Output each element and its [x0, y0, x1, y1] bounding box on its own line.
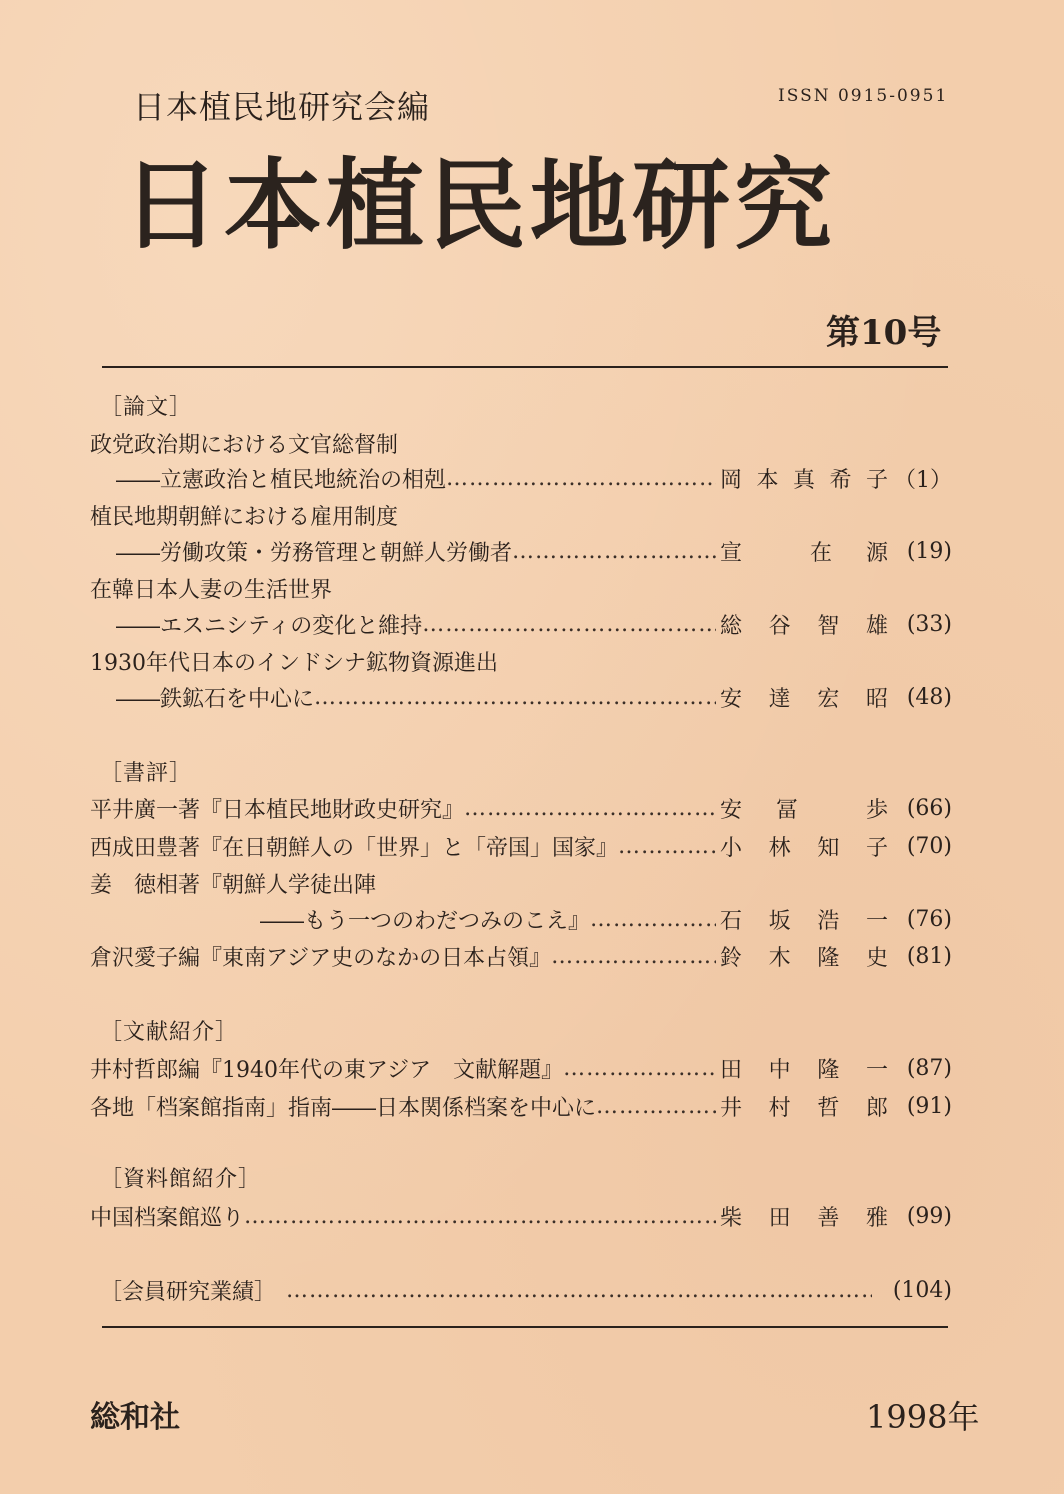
publication-year: 1998年 — [866, 1398, 980, 1436]
leader-dots — [596, 1094, 716, 1119]
literature-title: 各地「档案館指南」指南――日本関係档案を中心に — [90, 1095, 597, 1121]
author-name: 井 村 哲 郎 — [720, 1095, 888, 1121]
archive-title: 中国档案館巡り — [90, 1205, 245, 1231]
page-number: (99) — [906, 1203, 952, 1229]
article-entry — [90, 535, 952, 567]
section-heading-literature: ［文献紹介］ — [100, 1020, 239, 1045]
author-name: 安 達 宏 昭 — [720, 686, 888, 712]
leader-dots — [563, 1056, 716, 1081]
journal-title: 日本植民地研究 — [122, 148, 837, 263]
leader-dots — [314, 685, 716, 710]
page-number: (48) — [906, 684, 952, 710]
article-entry — [90, 608, 952, 640]
article-entry — [90, 681, 952, 713]
review-title: 姜 徳相著『朝鮮人学徒出陣 — [90, 873, 377, 898]
article-title: 植民地期朝鮮における雇用制度 — [90, 505, 399, 530]
issue-number: 第10号 — [826, 313, 942, 353]
leader-dots — [512, 539, 716, 564]
leader-dots — [618, 834, 716, 859]
article-subtitle: ――立憲政治と植民地統治の相剋 — [116, 467, 447, 493]
page-number: (81) — [906, 943, 952, 969]
editor-credit: 日本植民地研究会編 — [133, 88, 431, 126]
leader-dots — [464, 796, 716, 821]
section-heading-articles: ［論文］ — [100, 395, 193, 420]
review-entry — [90, 940, 952, 972]
author-name: 柴 田 善 雅 — [720, 1205, 888, 1231]
author-name: 総 谷 智 雄 — [720, 613, 888, 639]
leader-dots — [286, 1278, 872, 1303]
review-title: 平井廣一著『日本植民地財政史研究』 — [90, 797, 465, 823]
page-number: (66) — [906, 795, 952, 821]
author-name: 宣 在 源 — [720, 540, 888, 566]
page-number: (76) — [906, 906, 952, 932]
page-number: (70) — [906, 833, 952, 859]
section-heading-members: ［会員研究業績］ — [100, 1279, 277, 1305]
article-title: 政党政治期における文官総督制 — [90, 433, 399, 458]
review-entry — [90, 830, 952, 862]
page-number: (87) — [906, 1055, 952, 1081]
literature-entry — [90, 1052, 952, 1084]
members-entry — [100, 1274, 952, 1306]
page-number: (33) — [906, 611, 952, 637]
author-name: 石 坂 浩 一 — [720, 908, 888, 934]
author-name: 安 冨 歩 — [720, 797, 888, 823]
bottom-divider — [102, 1326, 948, 1328]
publisher-name: 総和社 — [90, 1400, 180, 1435]
author-name: 田 中 隆 一 — [720, 1057, 888, 1083]
leader-dots — [422, 612, 716, 637]
review-entry — [90, 903, 952, 935]
review-title: 倉沢愛子編『東南アジア史のなかの日本占領』 — [90, 945, 552, 971]
leader-dots — [551, 944, 716, 969]
archive-entry — [90, 1200, 952, 1232]
review-title-continuation: ――もう一つのわだつみのこえ』 — [260, 908, 591, 934]
page-number: (104) — [892, 1277, 952, 1303]
leader-dots — [244, 1204, 716, 1229]
article-title: 1930年代日本のインドシナ鉱物資源進出 — [90, 651, 498, 676]
literature-entry — [90, 1090, 952, 1122]
article-subtitle: ――労働攻策・労務管理と朝鮮人労働者 — [116, 540, 513, 566]
author-name: 鈴 木 隆 史 — [720, 945, 888, 971]
author-name: 小 林 知 子 — [720, 835, 888, 861]
top-divider — [102, 366, 948, 368]
review-entry — [90, 792, 952, 824]
review-title: 西成田豊著『在日朝鮮人の「世界」と「帝国」国家』 — [90, 835, 619, 861]
article-entry — [90, 462, 952, 494]
leader-dots — [590, 907, 716, 932]
page-number: (91) — [906, 1093, 952, 1119]
article-subtitle: ――鉄鉱石を中心に — [116, 686, 315, 712]
literature-title: 井村哲郎編『1940年代の東アジア 文献解題』 — [90, 1057, 564, 1083]
section-heading-archive: ［資料館紹介］ — [100, 1167, 262, 1192]
section-heading-reviews: ［書評］ — [100, 761, 193, 786]
issn-number: ISSN 0915-0951 — [778, 86, 949, 106]
page-number: (19) — [906, 538, 952, 564]
page-number: （1） — [894, 467, 952, 493]
article-subtitle: ――エスニシティの変化と維持 — [116, 613, 423, 639]
author-name: 岡 本 真 希 子 — [720, 467, 888, 493]
leader-dots — [446, 466, 716, 491]
article-title: 在韓日本人妻の生活世界 — [90, 578, 333, 603]
